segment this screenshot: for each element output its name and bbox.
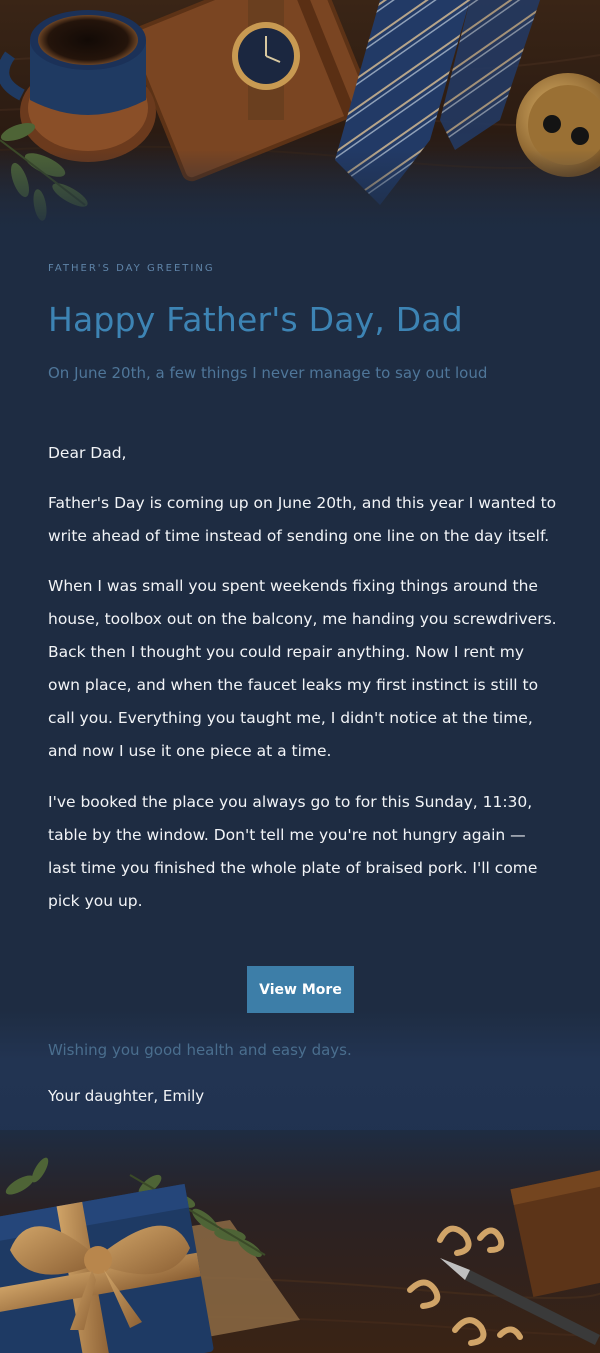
header-image <box>0 0 600 240</box>
letter-paragraph <box>48 487 558 553</box>
paragraph-text: Father's Day is coming up on June 20th, and this year I wanted to write ahead of time instead of sending one line on the day itself. <box>48 494 557 545</box>
headline: Happy Father's Day, Dad <box>48 300 463 339</box>
view-more-button[interactable]: View More <box>247 966 354 1013</box>
letter-paragraph <box>48 786 558 918</box>
paragraph-text: When I was small you spent weekends fixing things around the house, toolbox out on the balcony, me handing you screwdrivers. Back then I thought you could repair anything. Now I rent my own place, and when the faucet leaks my first instinct is still to call you. Everything you taught me, I didn't notice at the time, and now I use it one piece at a time. <box>48 577 557 760</box>
subhead: On June 20th, a few things I never manage to say out loud <box>48 364 488 382</box>
footer-image <box>0 1130 600 1353</box>
signature: Your daughter, Emily <box>48 1087 205 1105</box>
paragraph-text: I've booked the place you always go to for this Sunday, 11:30, table by the window. Don't tell me you're not hungry again — last time you finished the whole plate of braised pork. I'll come pick you up. <box>48 793 538 910</box>
letter-paragraph <box>48 570 558 768</box>
eyebrow-label: FATHER'S DAY GREETING <box>48 263 215 274</box>
letter-greeting: Dear Dad, <box>48 444 127 462</box>
closing-line: Wishing you good health and easy days. <box>48 1041 352 1059</box>
